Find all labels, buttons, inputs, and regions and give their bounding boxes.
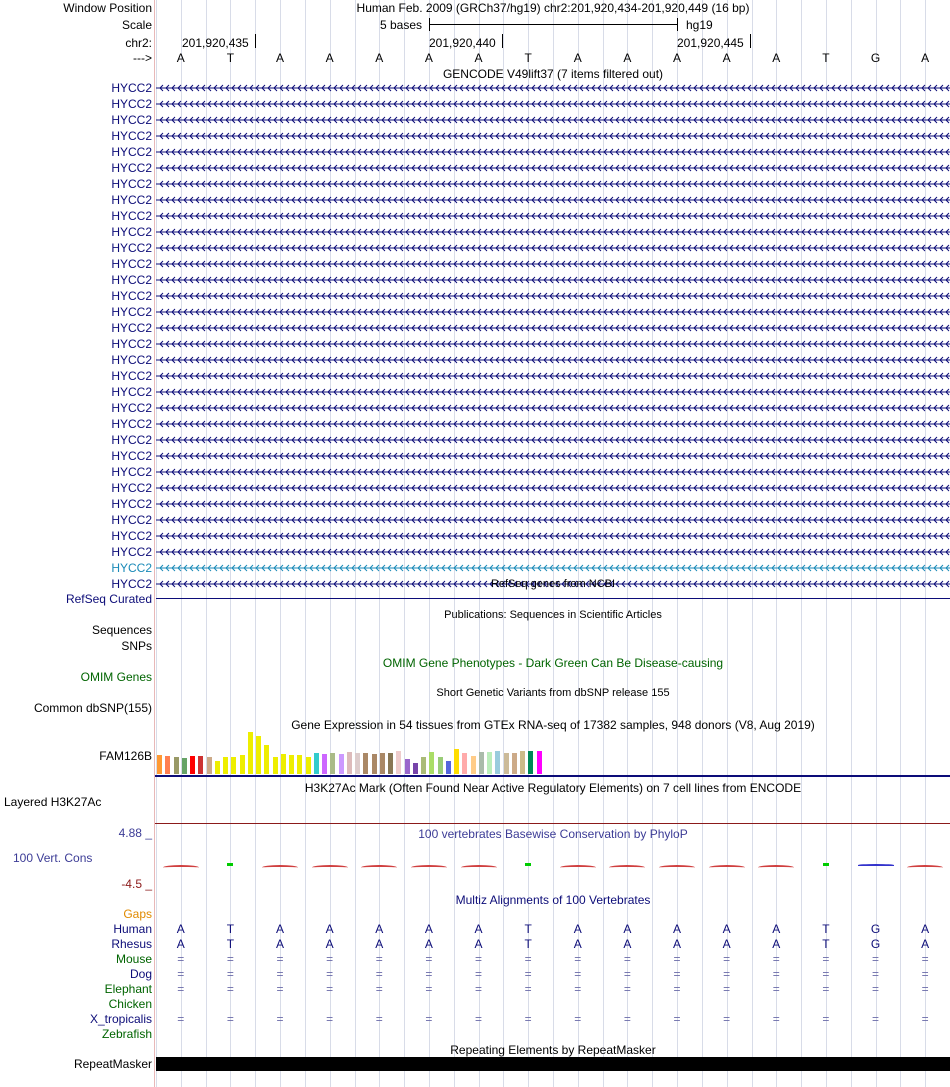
phylop-base-score[interactable] [525,863,531,866]
gencode-transcript-line[interactable] [156,561,950,575]
multiz-aligned-base: = [574,967,582,981]
phylop-track-title[interactable]: 100 vertebrates Basewise Conservation by PhyloP [418,827,688,841]
multiz-species-label[interactable]: X_tropicalis [89,1012,152,1026]
phylop-base-score[interactable] [262,865,298,870]
multiz-aligned-base: = [723,952,731,966]
multiz-aligned-base: = [574,1012,582,1026]
gencode-transcript-line[interactable] [156,129,950,143]
gtex-tissue-bar[interactable] [520,751,525,774]
multiz-aligned-base: = [772,1012,780,1026]
gtex-tissue-bar[interactable] [273,757,278,774]
phylop-base-score[interactable] [227,863,233,866]
multiz-aligned-base: = [375,952,383,966]
gencode-gene-label[interactable]: HYCC2 [111,465,152,479]
multiz-aligned-base: = [276,967,284,981]
multiz-aligned-base: A [921,922,930,936]
gtex-tissue-bar[interactable] [363,753,368,774]
multiz-aligned-base: = [276,1012,284,1026]
multiz-aligned-base: = [524,967,532,981]
gtex-tissue-bar[interactable] [405,759,410,774]
multiz-aligned-base: A [375,937,384,951]
gencode-gene-label[interactable]: HYCC2 [111,129,152,143]
multiz-aligned-base: = [226,982,234,996]
multiz-aligned-base: = [524,1012,532,1026]
base-letter: A [772,51,781,65]
multiz-aligned-base: T [524,922,532,936]
gencode-transcript-line[interactable] [156,513,950,527]
gencode-transcript-line[interactable] [156,529,950,543]
gtex-tissue-bar[interactable] [314,753,319,774]
multiz-aligned-base: = [177,982,185,996]
gtex-tissue-bar[interactable] [537,751,542,774]
gencode-transcript-line[interactable] [156,353,950,367]
multiz-aligned-base: A [424,922,433,936]
repeatmasker-element-block[interactable] [156,1057,950,1071]
gtex-tissue-bar[interactable] [215,761,220,774]
gencode-gene-label[interactable]: HYCC2 [111,113,152,127]
gencode-transcript-line[interactable] [156,241,950,255]
multiz-aligned-base: A [772,922,781,936]
multiz-aligned-base: = [772,952,780,966]
multiz-aligned-base: = [673,952,681,966]
multiz-aligned-base: = [772,967,780,981]
multiz-species-label[interactable]: Zebrafish [101,1027,152,1041]
gtex-tissue-bar[interactable] [281,754,286,774]
gtex-tissue-bar[interactable] [487,752,492,774]
multiz-aligned-base: = [226,952,234,966]
gtex-tissue-bar[interactable] [297,755,302,774]
multiz-aligned-base: = [375,982,383,996]
gencode-transcript-line[interactable] [156,401,950,415]
gtex-tissue-bar[interactable] [231,757,236,774]
refseq-track-title[interactable]: RefSeq genes from NCBI [490,578,616,590]
phylop-base-score[interactable] [659,865,695,870]
gtex-tissue-bar[interactable] [339,754,344,774]
gtex-tissue-bar[interactable] [479,752,484,774]
gencode-transcript-line[interactable] [156,225,950,239]
gtex-tissue-bar[interactable] [504,753,509,774]
multiz-aligned-base: = [326,967,334,981]
gencode-transcript-line[interactable] [156,81,950,95]
multiz-aligned-base: T [226,922,235,936]
gencode-transcript-line[interactable] [156,273,950,287]
phylop-base-score[interactable] [609,865,645,870]
gencode-gene-label[interactable]: HYCC2 [111,321,152,335]
base-letter: A [474,51,483,65]
phylop-base-score[interactable] [312,865,348,870]
gencode-gene-label[interactable]: HYCC2 [111,529,152,543]
multiz-aligned-base: = [623,982,631,996]
multiz-aligned-base: T [822,937,830,951]
base-letter: A [673,51,682,65]
gencode-gene-label[interactable]: HYCC2 [111,177,152,191]
gencode-gene-label[interactable]: HYCC2 [111,337,152,351]
multiz-aligned-base: A [722,937,731,951]
gtex-tissue-bar[interactable] [248,732,253,774]
scale-bar [430,24,677,25]
gencode-transcript-line[interactable] [156,545,950,559]
multiz-aligned-base: = [475,1012,483,1026]
multiz-aligned-base: = [276,952,284,966]
gtex-tissue-bar[interactable] [495,751,500,774]
multiz-species-label[interactable]: Elephant [104,982,152,996]
gtex-track-separator [155,775,950,777]
multiz-aligned-base: = [425,952,433,966]
multiz-aligned-base: = [623,952,631,966]
gtex-tissue-bar[interactable] [256,736,261,774]
multiz-aligned-base: A [176,922,185,936]
base-sequence-row [156,51,950,65]
multiz-aligned-base: = [326,1012,334,1026]
chrom-label: chr2: [125,36,152,50]
multiz-aligned-base: A [424,937,433,951]
gencode-gene-label[interactable]: HYCC2 [111,561,152,575]
base-letter: G [870,51,881,65]
gtex-tissue-bar[interactable] [174,757,179,774]
gtex-tissue-bar[interactable] [240,755,245,774]
base-letter: A [176,51,185,65]
gencode-gene-label[interactable]: HYCC2 [111,81,152,95]
phylop-base-score[interactable] [907,865,943,870]
gencode-transcript-line[interactable] [156,161,950,175]
gencode-gene-label[interactable]: HYCC2 [111,241,152,255]
label-border [154,0,155,1087]
base-letter: A [375,51,384,65]
base-letter: A [325,51,334,65]
window-position-value[interactable]: Human Feb. 2009 (GRCh37/hg19) chr2:201,920,434-201,920,449 (16 bp) [356,1,750,15]
coord-tick-2 [502,34,503,48]
multiz-aligned-base: = [872,1012,880,1026]
gencode-gene-label[interactable]: HYCC2 [111,449,152,463]
multiz-aligned-base: A [623,937,632,951]
gencode-transcript-line[interactable] [156,481,950,495]
refseq-gene-line[interactable] [156,598,950,599]
phylop-base-score[interactable] [560,865,596,870]
multiz-aligned-base: = [226,967,234,981]
multiz-aligned-base: = [425,982,433,996]
multiz-aligned-base: A [573,922,582,936]
gencode-transcript-line[interactable] [156,145,950,159]
gtex-tissue-bar[interactable] [264,745,269,774]
gencode-transcript-line[interactable] [156,433,950,447]
base-letter: A [722,51,731,65]
gencode-gene-label[interactable]: HYCC2 [111,545,152,559]
multiz-aligned-base: = [872,982,880,996]
gencode-gene-label[interactable]: HYCC2 [111,353,152,367]
base-letter: T [226,51,235,65]
base-letter: T [524,51,532,65]
multiz-aligned-base: G [870,922,881,936]
multiz-aligned-base: = [524,952,532,966]
gencode-gene-label[interactable]: HYCC2 [111,193,152,207]
multiz-aligned-base: = [822,1012,830,1026]
multiz-aligned-base: = [326,952,334,966]
scale-db: hg19 [686,18,713,32]
gencode-transcript-line[interactable] [156,449,950,463]
multiz-aligned-base: G [870,937,881,951]
gtex-tissue-bar[interactable] [347,752,352,774]
scale-label: Scale [121,18,152,32]
h3k27ac-track-label[interactable]: Layered H3K27Ac [4,795,102,809]
gencode-gene-label[interactable]: HYCC2 [111,481,152,495]
phylop-wiggle[interactable] [156,858,950,872]
gencode-transcript-line[interactable] [156,289,950,303]
gencode-gene-label[interactable]: HYCC2 [111,209,152,223]
base-letter: A [573,51,582,65]
gencode-gene-label[interactable]: HYCC2 [111,161,152,175]
multiz-aligned-base: = [375,1012,383,1026]
multiz-aligned-base: = [177,952,185,966]
multiz-aligned-base: = [673,1012,681,1026]
gtex-tissue-bar[interactable] [198,756,203,774]
gtex-tissue-bar[interactable] [207,757,212,774]
scale-bar-right-tick [677,18,678,31]
gtex-gene-label[interactable]: FAM126B [99,749,152,763]
gencode-gene-label[interactable]: HYCC2 [111,417,152,431]
coord-label-2: 201,920,440 [429,36,496,50]
multiz-aligned-base: = [673,982,681,996]
multiz-aligned-base: = [475,952,483,966]
multiz-species-label[interactable]: Dog [129,967,152,981]
multiz-track-title[interactable]: Multiz Alignments of 100 Vertebrates [455,893,651,907]
gtex-tissue-bar[interactable] [355,753,360,774]
gtex-tissue-bar[interactable] [462,753,467,774]
multiz-aligned-base: = [822,982,830,996]
gtex-tissue-bar[interactable] [396,751,401,774]
gtex-tissue-bar[interactable] [429,752,434,774]
gencode-transcript-line[interactable] [156,113,950,127]
coord-tick-3 [750,34,751,48]
multiz-species-label[interactable]: Rhesus [111,937,152,951]
gtex-tissue-bar[interactable] [330,753,335,774]
multiz-aligned-base: = [623,1012,631,1026]
gtex-tissue-bar[interactable] [165,756,170,774]
multiz-aligned-base: A [921,937,930,951]
multiz-aligned-base: = [822,952,830,966]
multiz-aligned-base: A [325,937,334,951]
gencode-gene-label[interactable]: HYCC2 [111,497,152,511]
gtex-tissue-bar[interactable] [223,757,228,774]
scale-text: 5 bases [380,18,423,32]
gencode-transcript-line[interactable] [156,385,950,399]
phylop-base-score[interactable] [709,865,745,870]
multiz-aligned-base: = [276,982,284,996]
gencode-transcript-line[interactable] [156,465,950,479]
multiz-aligned-base: T [524,937,532,951]
omim-track-title[interactable]: OMIM Gene Phenotypes - Dark Green Can Be Disease-causing [382,656,724,670]
multiz-aligned-base: = [872,952,880,966]
phylop-base-score[interactable] [163,865,199,870]
multiz-aligned-base: = [723,982,731,996]
gencode-transcript-line[interactable] [156,177,950,191]
multiz-species-label[interactable]: Chicken [108,997,152,1011]
gencode-gene-label[interactable]: HYCC2 [111,401,152,415]
multiz-aligned-base: = [177,1012,185,1026]
multiz-aligned-base: = [425,1012,433,1026]
gtex-tissue-bar[interactable] [306,757,311,774]
gtex-track-title[interactable]: Gene Expression in 54 tissues from GTEx RNA-seq of 17382 samples, 948 donors (V8, Aug 2019) [291,718,815,732]
multiz-aligned-base: = [921,952,929,966]
multiz-species-label[interactable]: Mouse [115,952,152,966]
multiz-aligned-base: = [475,967,483,981]
gtex-tissue-bar[interactable] [182,758,187,774]
gencode-transcript-line[interactable] [156,497,950,511]
multiz-aligned-base: A [276,937,285,951]
multiz-aligned-base: = [921,982,929,996]
gencode-transcript-line[interactable] [156,257,950,271]
gtex-tissue-bar[interactable] [380,753,385,774]
gtex-tissue-bar[interactable] [471,756,476,774]
gtex-tissue-bar[interactable] [528,751,533,774]
gtex-tissue-bar[interactable] [388,753,393,774]
phylop-base-score[interactable] [411,865,447,870]
gtex-tissue-bar[interactable] [438,757,443,774]
phylop-track-label[interactable]: 100 Vert. Cons [13,851,93,865]
publications-snps-label[interactable]: SNPs [121,639,152,653]
phylop-base-score[interactable] [758,865,794,870]
multiz-aligned-base: A [325,922,334,936]
publications-track-title[interactable]: Publications: Sequences in Scientific Articles [444,609,662,621]
gencode-gene-label[interactable]: HYCC2 [111,289,152,303]
multiz-aligned-base: A [176,937,185,951]
window-position-label: Window Position [63,1,152,15]
multiz-aligned-base: = [326,982,334,996]
multiz-aligned-base: = [524,982,532,996]
multiz-aligned-base: = [673,967,681,981]
gtex-tissue-bar[interactable] [512,753,517,774]
h3k27ac-track-title[interactable]: H3K27Ac Mark (Often Found Near Active Regulatory Elements) on 7 cell lines from ENCODE [304,781,802,795]
coord-tick-1 [255,34,256,48]
phylop-y-min: -4.5 _ [121,877,152,891]
multiz-aligned-base: A [772,937,781,951]
gencode-gene-label[interactable]: HYCC2 [111,369,152,383]
omim-track-label[interactable]: OMIM Genes [80,670,152,684]
multiz-aligned-base: = [822,967,830,981]
multiz-aligned-base: A [573,937,582,951]
gtex-tissue-bar[interactable] [289,755,294,774]
gtex-tissue-bar[interactable] [322,754,327,774]
strand-label: ---> [133,51,152,65]
refseq-track-label[interactable]: RefSeq Curated [65,592,152,606]
publications-sequences-label[interactable]: Sequences [91,623,152,637]
multiz-aligned-base: = [375,967,383,981]
multiz-aligned-base: = [921,1012,929,1026]
gtex-tissue-bar[interactable] [372,754,377,774]
gencode-gene-label[interactable]: HYCC2 [111,225,152,239]
multiz-aligned-base: A [673,937,682,951]
gtex-tissue-bar[interactable] [157,755,162,774]
base-letter: T [822,51,830,65]
gencode-gene-label[interactable]: HYCC2 [111,577,152,591]
multiz-gaps-label[interactable]: Gaps [123,907,152,921]
multiz-aligned-base: = [723,967,731,981]
gencode-gene-label[interactable]: HYCC2 [111,513,152,527]
multiz-aligned-base: = [772,982,780,996]
base-letter: A [921,51,930,65]
gtex-expression-bars[interactable] [156,732,556,774]
multiz-aligned-base: = [425,967,433,981]
gtex-tissue-bar[interactable] [190,756,195,774]
multiz-aligned-base: T [226,937,235,951]
multiz-aligned-base: = [177,967,185,981]
multiz-aligned-base: = [475,982,483,996]
gencode-transcript-line[interactable] [156,193,950,207]
gtex-tissue-bar[interactable] [446,761,451,774]
repeatmasker-track-label[interactable]: RepeatMasker [73,1057,152,1071]
multiz-aligned-base: A [673,922,682,936]
coord-label-1: 201,920,435 [182,36,249,50]
gencode-transcript-line[interactable] [156,321,950,335]
gencode-gene-label[interactable]: HYCC2 [111,257,152,271]
phylop-y-max: 4.88 _ [118,826,152,840]
gencode-transcript-line[interactable] [156,97,950,111]
base-letter: A [424,51,433,65]
multiz-aligned-base: A [722,922,731,936]
gencode-gene-label[interactable]: HYCC2 [111,273,152,287]
multiz-aligned-base: = [623,967,631,981]
multiz-species-label[interactable]: Human [113,922,152,936]
scale-bar-left-tick [429,18,430,31]
multiz-aligned-base: = [872,967,880,981]
multiz-aligned-base: = [723,1012,731,1026]
gtex-tissue-bar[interactable] [421,757,426,774]
gencode-gene-label[interactable]: HYCC2 [111,145,152,159]
gencode-transcript-line[interactable] [156,337,950,351]
phylop-base-score[interactable] [361,865,397,870]
dbsnp-track-title[interactable]: Short Genetic Variants from dbSNP release 155 [436,687,670,699]
multiz-aligned-base: = [921,967,929,981]
multiz-aligned-base: = [226,1012,234,1026]
gencode-gene-label[interactable]: HYCC2 [111,385,152,399]
gencode-gene-label[interactable]: HYCC2 [111,305,152,319]
multiz-aligned-base: A [276,922,285,936]
repeatmasker-track-title[interactable]: Repeating Elements by RepeatMasker [450,1043,656,1057]
gencode-track-title[interactable]: GENCODE V49lift37 (7 items filtered out) [442,67,664,81]
coord-label-3: 201,920,445 [677,36,744,50]
phylop-base-score[interactable] [823,863,829,866]
h3k27ac-track-separator [155,823,950,824]
multiz-aligned-base: A [375,922,384,936]
multiz-aligned-base: = [574,952,582,966]
gtex-tissue-bar[interactable] [413,763,418,774]
phylop-base-score[interactable] [858,864,894,866]
multiz-aligned-base: A [623,922,632,936]
gencode-gene-label[interactable]: HYCC2 [111,433,152,447]
multiz-aligned-base: A [474,937,483,951]
multiz-aligned-base: A [474,922,483,936]
base-letter: A [276,51,285,65]
gencode-transcript-line[interactable] [156,369,950,383]
gtex-tissue-bar[interactable] [454,749,459,774]
gencode-transcript-line[interactable] [156,305,950,319]
multiz-aligned-base: = [574,982,582,996]
multiz-aligned-base: T [822,922,830,936]
gencode-transcript-line[interactable] [156,209,950,223]
phylop-base-score[interactable] [461,865,497,870]
gencode-gene-label[interactable]: HYCC2 [111,97,152,111]
dbsnp-track-label[interactable]: Common dbSNP(155) [33,701,152,715]
base-letter: A [623,51,632,65]
gencode-transcript-line[interactable] [156,417,950,431]
